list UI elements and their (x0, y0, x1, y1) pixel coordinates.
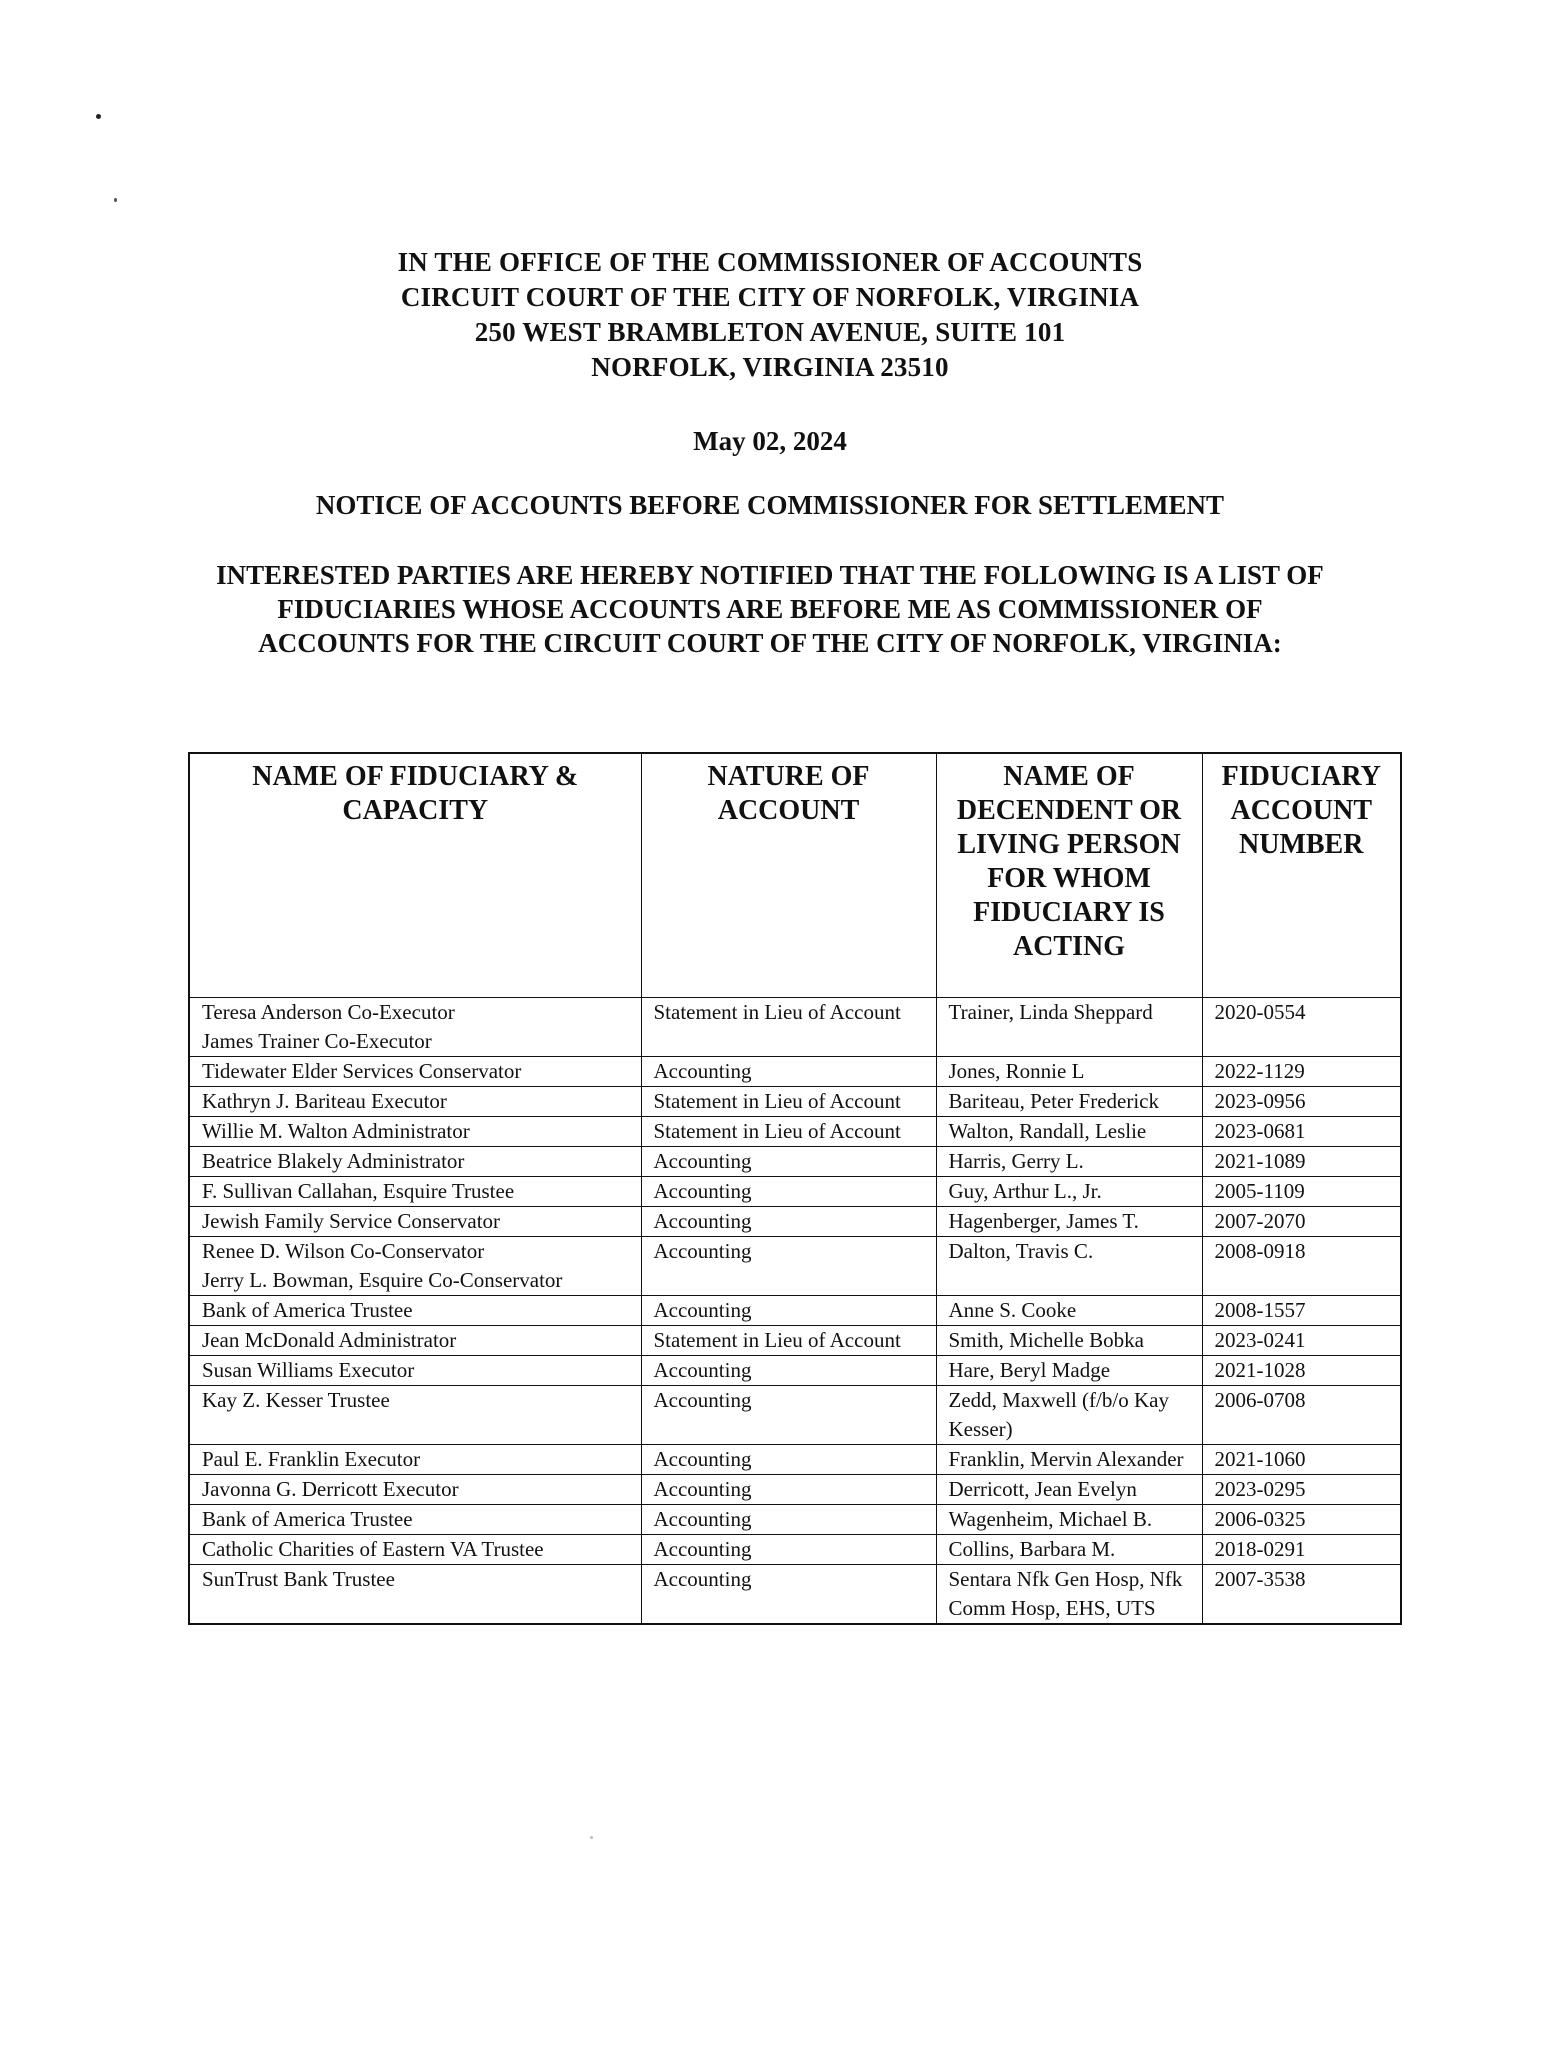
table-row (189, 1057, 1401, 1087)
header-line: CIRCUIT COURT OF THE CITY OF NORFOLK, VIRGINIA (400, 282, 1140, 312)
scan-speck (590, 1836, 593, 1839)
table-row (189, 1475, 1401, 1505)
cell-person: Derricott, Jean Evelyn (936, 1475, 1202, 1505)
cell-fiduciary: SunTrust Bank Trustee (189, 1565, 641, 1625)
notice-title: NOTICE OF ACCOUNTS BEFORE COMMISSIONER FOR SETTLEMENT (315, 490, 1225, 520)
cell-account-number: 2008-1557 (1202, 1296, 1401, 1326)
cell-person: Franklin, Mervin Alexander (936, 1445, 1202, 1475)
cell-account-number: 2021-1060 (1202, 1445, 1401, 1475)
cell-nature: Accounting (641, 1207, 936, 1237)
cell-account-number: 2023-0241 (1202, 1326, 1401, 1356)
cell-account-number: 2007-2070 (1202, 1207, 1401, 1237)
cell-account-number: 2021-1028 (1202, 1356, 1401, 1386)
cell-account-number: 2021-1089 (1202, 1147, 1401, 1177)
table-header-row (189, 753, 1401, 998)
fiduciary-accounts-table (188, 752, 1402, 1625)
cell-fiduciary: Tidewater Elder Services Conservator (189, 1057, 641, 1087)
cell-account-number: 2018-0291 (1202, 1535, 1401, 1565)
table-row (189, 998, 1401, 1057)
table-row (189, 1535, 1401, 1565)
cell-nature: Accounting (641, 1386, 936, 1445)
table-row (189, 1445, 1401, 1475)
column-header-fiduciary: NAME OF FIDUCIARY & CAPACITY (189, 753, 641, 998)
header-line: IN THE OFFICE OF THE COMMISSIONER OF ACCOUNTS (397, 247, 1143, 277)
cell-account-number: 2020-0554 (1202, 998, 1401, 1057)
cell-fiduciary: Bank of America Trustee (189, 1505, 641, 1535)
cell-fiduciary: Jewish Family Service Conservator (189, 1207, 641, 1237)
cell-fiduciary: Kathryn J. Bariteau Executor (189, 1087, 641, 1117)
notice-date: May 02, 2024 (693, 426, 847, 456)
cell-fiduciary: Bank of America Trustee (189, 1296, 641, 1326)
cell-fiduciary: Susan Williams Executor (189, 1356, 641, 1386)
cell-account-number: 2006-0325 (1202, 1505, 1401, 1535)
cell-fiduciary: Willie M. Walton Administrator (189, 1117, 641, 1147)
cell-nature: Accounting (641, 1535, 936, 1565)
table-row (189, 1177, 1401, 1207)
cell-person: Wagenheim, Michael B. (936, 1505, 1202, 1535)
cell-person: Bariteau, Peter Frederick (936, 1087, 1202, 1117)
cell-person: Dalton, Travis C. (936, 1237, 1202, 1296)
cell-person: Zedd, Maxwell (f/b/o Kay Kesser) (936, 1386, 1202, 1445)
cell-fiduciary: Javonna G. Derricott Executor (189, 1475, 641, 1505)
table-row (189, 1505, 1401, 1535)
cell-fiduciary: Paul E. Franklin Executor (189, 1445, 641, 1475)
table-row (189, 1326, 1401, 1356)
cell-account-number: 2005-1109 (1202, 1177, 1401, 1207)
notice-body: INTERESTED PARTIES ARE HEREBY NOTIFIED THAT THE FOLLOWING IS A LIST OF FIDUCIARIES WHOSE ACCOUNTS ARE BEFORE ME AS COMMISSIONER OF ACCOUNTS FOR THE CIRCUIT COURT OF THE CITY OF NORFOLK, VIRGINIA: (216, 560, 1324, 658)
cell-nature: Statement in Lieu of Account (641, 998, 936, 1057)
cell-nature: Accounting (641, 1057, 936, 1087)
column-header-person: NAME OF DECENDENT OR LIVING PERSON FOR WHOM FIDUCIARY IS ACTING (936, 753, 1202, 998)
column-header-nature: NATURE OF ACCOUNT (641, 753, 936, 998)
scan-speck (96, 114, 101, 119)
cell-fiduciary: Renee D. Wilson Co-Conservator Jerry L. Bowman, Esquire Co-Conservator (189, 1237, 641, 1296)
cell-nature: Accounting (641, 1237, 936, 1296)
cell-fiduciary: F. Sullivan Callahan, Esquire Trustee (189, 1177, 641, 1207)
cell-person: Harris, Gerry L. (936, 1147, 1202, 1177)
cell-person: Hare, Beryl Madge (936, 1356, 1202, 1386)
header-line: NORFOLK, VIRGINIA 23510 (591, 352, 949, 382)
cell-account-number: 2022-1129 (1202, 1057, 1401, 1087)
cell-person: Walton, Randall, Leslie (936, 1117, 1202, 1147)
cell-person: Trainer, Linda Sheppard (936, 998, 1202, 1057)
cell-nature: Accounting (641, 1475, 936, 1505)
table-row (189, 1565, 1401, 1625)
cell-person: Guy, Arthur L., Jr. (936, 1177, 1202, 1207)
cell-person: Anne S. Cooke (936, 1296, 1202, 1326)
scan-speck (114, 198, 117, 202)
cell-fiduciary: Beatrice Blakely Administrator (189, 1147, 641, 1177)
cell-nature: Accounting (641, 1147, 936, 1177)
cell-account-number: 2023-0956 (1202, 1087, 1401, 1117)
cell-fiduciary: Jean McDonald Administrator (189, 1326, 641, 1356)
table-row (189, 1386, 1401, 1445)
cell-account-number: 2023-0681 (1202, 1117, 1401, 1147)
cell-person: Smith, Michelle Bobka (936, 1326, 1202, 1356)
cell-nature: Statement in Lieu of Account (641, 1326, 936, 1356)
cell-nature: Accounting (641, 1356, 936, 1386)
cell-person: Jones, Ronnie L (936, 1057, 1202, 1087)
cell-nature: Accounting (641, 1296, 936, 1326)
cell-nature: Statement in Lieu of Account (641, 1117, 936, 1147)
cell-nature: Accounting (641, 1505, 936, 1535)
table-row (189, 1087, 1401, 1117)
cell-account-number: 2007-3538 (1202, 1565, 1401, 1625)
cell-nature: Accounting (641, 1565, 936, 1625)
cell-account-number: 2008-0918 (1202, 1237, 1401, 1296)
table-row (189, 1117, 1401, 1147)
office-header (0, 245, 1540, 385)
cell-nature: Accounting (641, 1177, 936, 1207)
cell-fiduciary: Catholic Charities of Eastern VA Trustee (189, 1535, 641, 1565)
cell-fiduciary: Kay Z. Kesser Trustee (189, 1386, 641, 1445)
table-row (189, 1147, 1401, 1177)
table-row (189, 1356, 1401, 1386)
table-row (189, 1296, 1401, 1326)
cell-account-number: 2006-0708 (1202, 1386, 1401, 1445)
table-row (189, 1207, 1401, 1237)
header-line: 250 WEST BRAMBLETON AVENUE, SUITE 101 (474, 317, 1066, 347)
cell-person: Sentara Nfk Gen Hosp, Nfk Comm Hosp, EHS, UTS (936, 1565, 1202, 1625)
column-header-account-number: FIDUCIARY ACCOUNT NUMBER (1202, 753, 1401, 998)
cell-fiduciary: Teresa Anderson Co-Executor James Trainer Co-Executor (189, 998, 641, 1057)
cell-person: Collins, Barbara M. (936, 1535, 1202, 1565)
cell-nature: Statement in Lieu of Account (641, 1087, 936, 1117)
cell-person: Hagenberger, James T. (936, 1207, 1202, 1237)
cell-nature: Accounting (641, 1445, 936, 1475)
cell-account-number: 2023-0295 (1202, 1475, 1401, 1505)
table-row (189, 1237, 1401, 1296)
